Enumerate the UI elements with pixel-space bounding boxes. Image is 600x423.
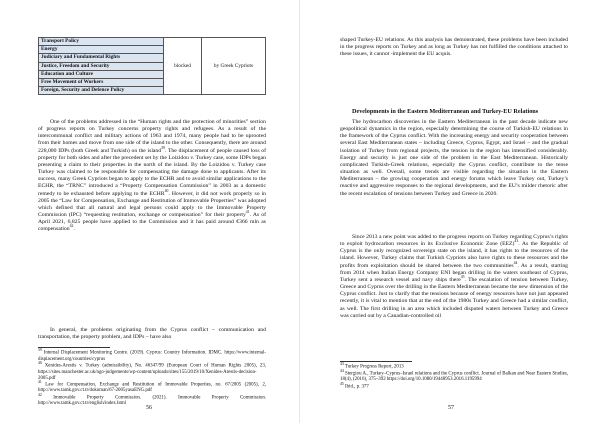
footnote: $^{41}$ Law for Compensation, Exchange and Restitution of Immovable Properties, no. 67/2005 (2005), 2, http://www.tamk.gov.ct.tr/dokuman/67-2005yasaENG.pdf <box>38 379 266 394</box>
body-paragraph: One of the problems addressed in the “Human rights and the protection of minorities” section of progress reports on Turkey concerns property rights and refugees. As a result of the intercommunal conflict and military actions of 1963 and 1974, many people had to be uprooted from their homes and move from one side of the island to the other. Consequently, there are around 228,000 IDPs (both Greek and Turkish) on the island$^{39}$. The displacement of people caused loss of property for both sides and after the precedent set by the Loizidou v. Turkey case, some IDPs began presenting a claim to their properties in the north of the island. By the Loizidou v. Turkey case Turkey was claimed to be responsible for compensating the damage done to applicants. After its success, many Greek Cypriots began to apply to the ECHR and to avoid similar applications to the ECHR, the “TRNC” introduced a “Property Compensation Commission” in 2003 as a domestic remedy to be exhausted before applying to the ECHR$^{40}$. However, it did not work properly so in 2005 the “Law for Compensation, Exchange and Restitution of Immovable Properties” was adopted which defined that all natural and legal persons could apply to the Immovable Property Commission (IPC) “requesting restitution, exchange or compensation” for their property$^{41}$. As of April 2021, 6,825 people have applied to the Commission and it has paid around €366 mln as compensation$^{42}$. <box>38 119 267 233</box>
table-cell-chapter: Energy <box>39 46 164 54</box>
footnote: $^{42}$ Immovable Property Commission. (2021). Immovable Property Commission. http://www.tamk.gov.ct.tr/english/index.html <box>38 392 266 407</box>
body-paragraph: Since 2013 a new point was added to the progress reports on Turkey regarding Cyprus’s rights to exploit hydrocarbon resources in its Exclusive Economic Zone (EEZ)$^{43}$. As the Republic of Cyprus is the only recognized sovereign state on the island, it has rights to the resources of the island. However, Turkey claims that Turkish Cypriots also have rights to these resources and the profits from exploitation should be shared between the two communities$^{44}$. As a result, starting from 2014 when Italian Energy Company ENI began drilling in the waters southeast of Cyprus, Turkey sent a research vessel and navy ships there$^{45}$. The escalation of tension between Turkey, Greece and Cyprus over the drilling in the Eastern Mediterranean became the new dimension of the Cyprus conflict. Just to clarify that the tensions because of energy resources have not just appeared recently, it is vital to mention that at the end of the 1980s Turkey and Greece had a similar conflict, as well. The first drilling in an area which included disputed waters between Turkey and Greece was carried out by a Canadian-controlled oil <box>340 234 569 319</box>
table-cell-chapter: Transport Policy <box>39 38 164 46</box>
table-cell-reason: by Greek Cypriots <box>202 38 266 95</box>
footnote-ref[interactable]: 42 <box>69 224 74 229</box>
footnote-ref[interactable]: 45 <box>460 275 465 280</box>
table-cell-status: blocked <box>164 38 202 95</box>
table-row <box>39 38 266 46</box>
footnote-ref[interactable]: 41 <box>245 210 250 215</box>
footnote-separator <box>340 361 412 362</box>
body-paragraph: The hydrocarbon discoveries in the Eastern Mediterranean in the past decade indicate new geopolitical dynamics in the region, especially determining the course of Turkish-EU relations in the framework of the Cyprus conflict. With the increasing energy and security cooperation between several East Mediterranean states – including Greece, Cyprus, Egypt, and Israel – and the gradual isolation of Turkey from regional projects, the tension in the region has intensified considerably. Energy and security is just one side of the problem in the East Mediterranean. Historically complicated Turkish-Greek relations, especially the Cyprus conflict, contribute to the tense situation as well. Overall, some trends are visible regarding the situation in the Eastern Mediterranean – the growing cooperation and energy forums which leave Turkey out, Turkey’s reactive and aggressive responses to the regional developments, and the EU’s milder rhetoric after the recent escalation of tensions between Turkey and Greece in 2020. <box>340 119 568 197</box>
footnote: $^{44}$ Stergiou A., Turkey–Cyprus–Israel relations and the Cyprus conflict. Journal of Balkan and Near Eastern Studies, 18(4), (2016), 375–392 https://doi.org/10.1080/19448953.2016.1195994 <box>340 368 568 383</box>
table-cell-chapter: Free Movement of Workers <box>39 78 164 86</box>
footnotes <box>38 350 266 407</box>
footnote-ref[interactable]: 39 <box>161 145 165 150</box>
section-heading: Developments in the Eastern Mediterranean and Turkey-EU Relations <box>352 108 539 115</box>
footnote-ref[interactable]: 43 <box>514 239 519 244</box>
right-page <box>300 0 600 423</box>
footnote: $^{45}$ Ibid., p. 377 <box>340 381 369 390</box>
footnote: $^{40}$ Xenides-Arestis v. Turkey (admissibility), No. 46347/99 (European Court of Human Rights 2005), 23, https://sites.manchester.ac.uk/ngo-judgements/wp-content/uploads/sites/155/2019/10/Xenides-Arestis-decision-2005.pdf <box>38 360 266 381</box>
table-cell-chapter: Judiciary and Fundamental Rights <box>39 54 164 62</box>
footnote: $^{39}$ Internal Displacement Monitoring Centre. (2019). Cyprus: Country Information. IDMC. https://www.internal-displacement.org/countries/cyprus <box>38 348 266 362</box>
footnote-ref[interactable]: 40 <box>164 188 169 193</box>
page-number: 57 <box>448 405 454 411</box>
table-cell-chapter: Foreign, Security and Defence Policy <box>39 87 164 95</box>
footnote-separator <box>38 347 110 348</box>
body-paragraph: In general, the problems originating from the Cyprus conflict – communication and transportation, the property problem, and IDPs – have also <box>38 327 266 341</box>
footnote-ref[interactable]: 44 <box>513 260 518 265</box>
table-cell-chapter: Justice, Freedom and Security <box>39 62 164 70</box>
table-cell-chapter: Education and Culture <box>39 70 164 78</box>
footnote: $^{43}$ Turkey Progress Report, 2013 <box>340 362 404 370</box>
page-number: 56 <box>146 405 152 411</box>
body-paragraph: shaped Turkey-EU relations. As this analysis has demonstrated, these problems have been included in the progress reports on Turkey and as long as Turkey has not fulfilled the conditions attached to these issues, it cannot -implement the EU acquis. <box>340 37 568 58</box>
chapter-status-table <box>38 37 266 95</box>
footnotes <box>340 364 568 390</box>
